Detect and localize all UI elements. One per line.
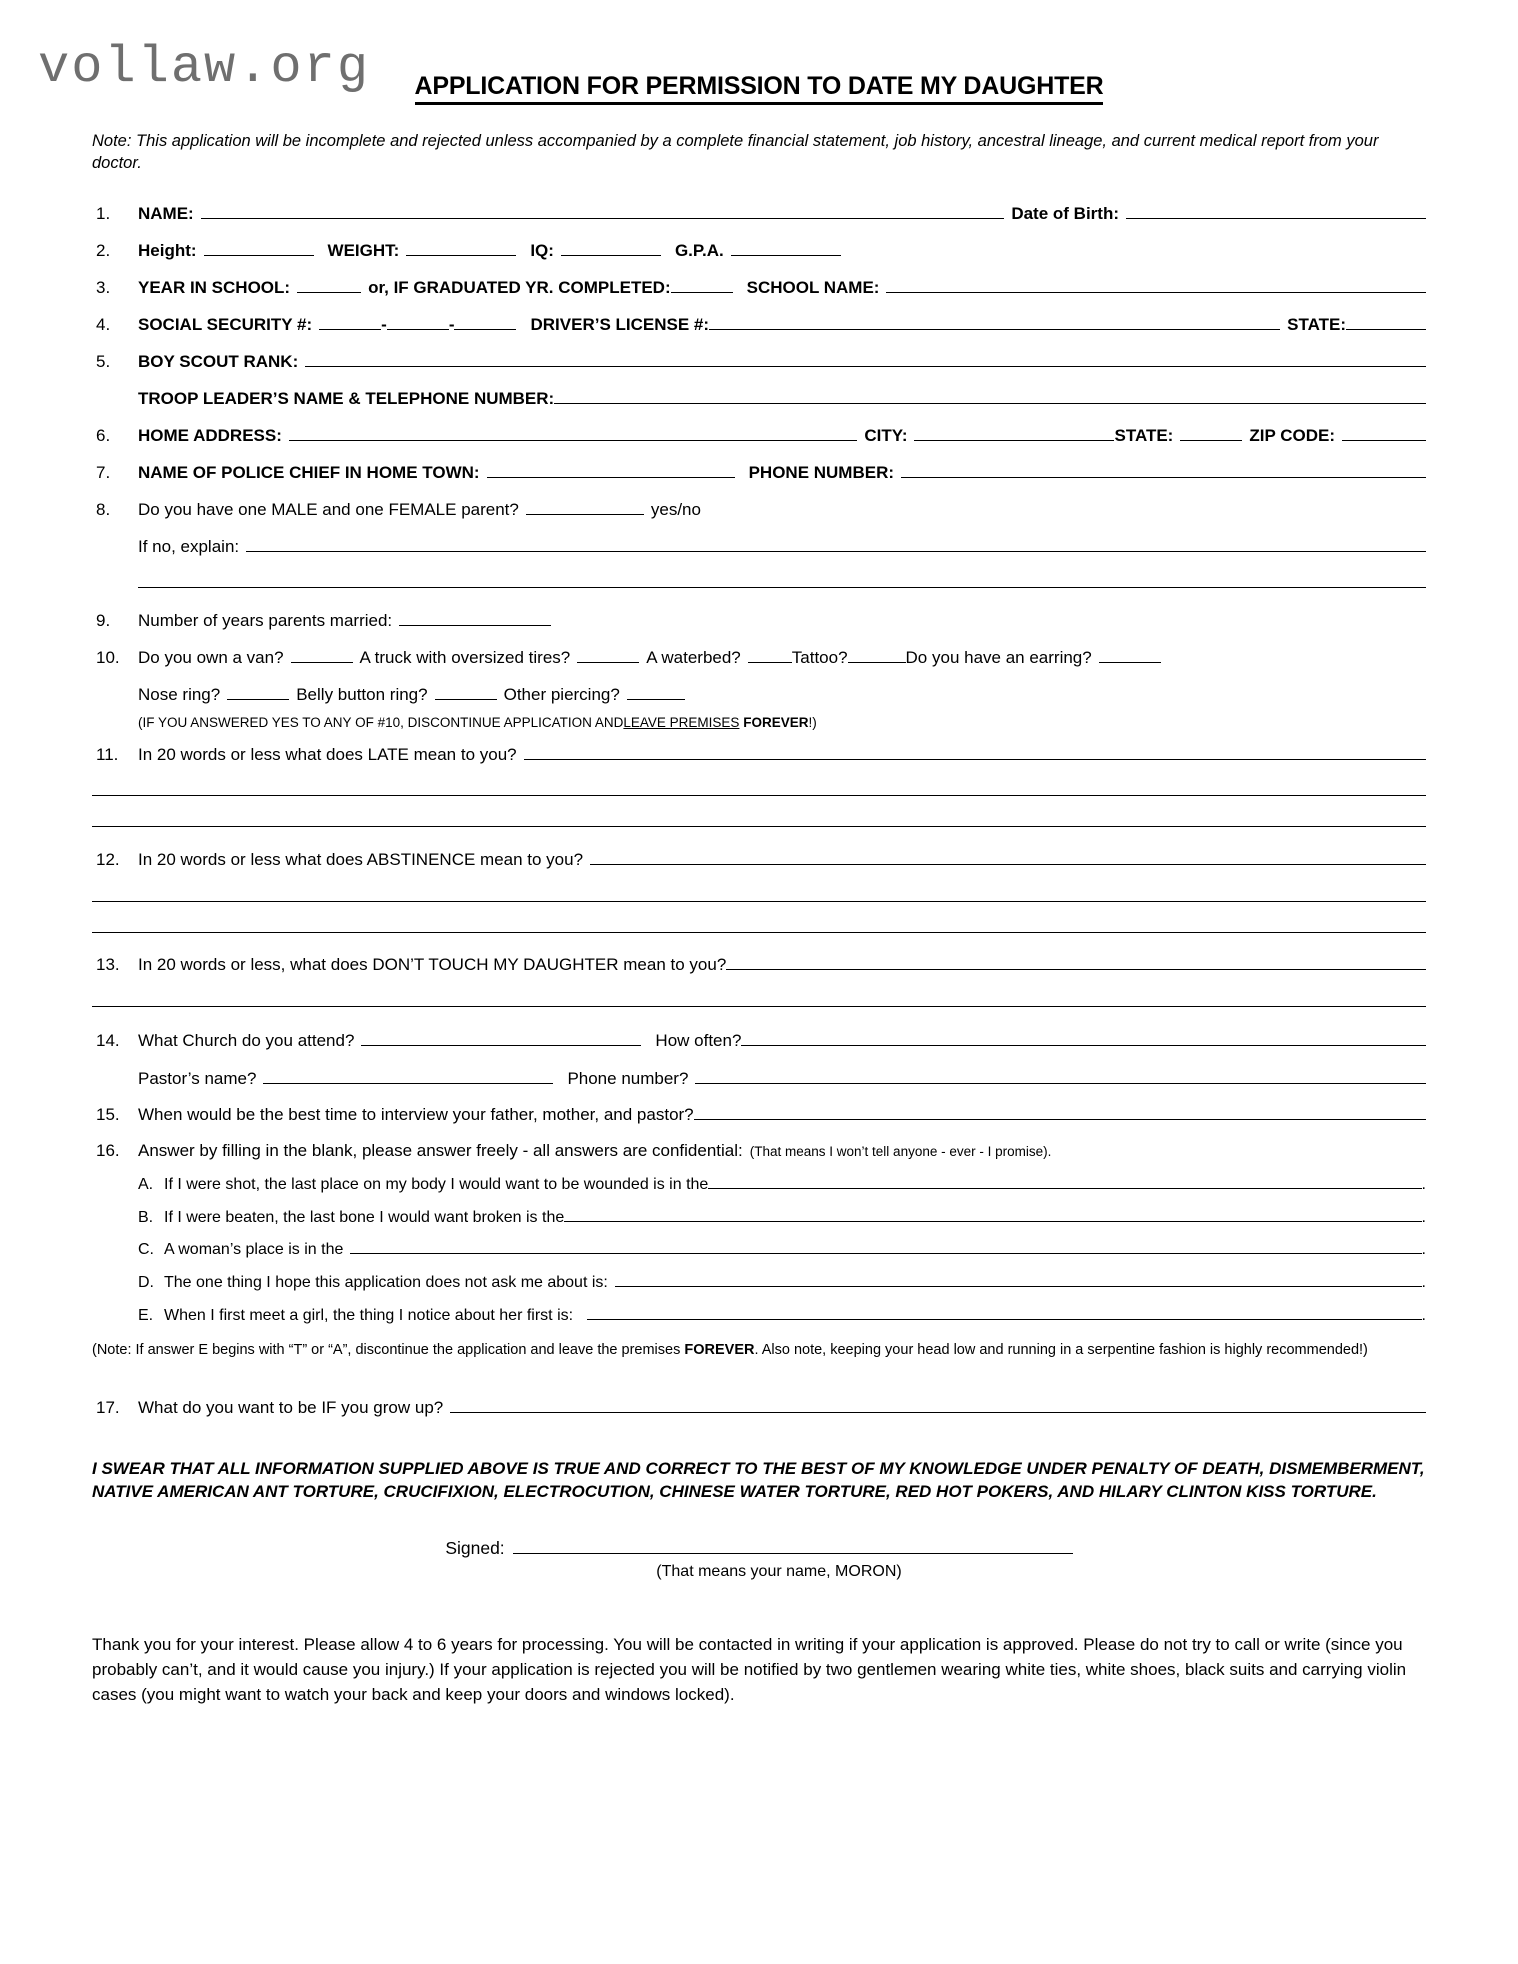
item-16-note-forever: FOREVER: [684, 1341, 755, 1358]
form-row-3: [92, 275, 1426, 298]
ssn-label: SOCIAL SECURITY #:: [138, 315, 313, 334]
dob-input[interactable]: [1126, 201, 1426, 219]
dont-touch-answer-line2[interactable]: [92, 1006, 1426, 1007]
waterbed-input[interactable]: [748, 645, 792, 663]
item-16-d-input[interactable]: [615, 1270, 1422, 1287]
form-row-6: [92, 423, 1426, 446]
form-row-7: [92, 460, 1426, 483]
late-answer-line2[interactable]: [92, 795, 1426, 796]
item-16-d-letter: D.: [138, 1274, 154, 1292]
if-no-explain-input-line2[interactable]: [138, 587, 1426, 588]
item-16-d-text: The one thing I hope this application does not ask me about is:: [164, 1274, 608, 1292]
item-16-c-letter: C.: [138, 1241, 154, 1259]
form-row-8-explain: [138, 534, 1426, 557]
pastor-phone-input[interactable]: [695, 1066, 1426, 1084]
license-state-label: STATE:: [1287, 315, 1346, 334]
police-chief-label: NAME OF POLICE CHIEF IN HOME TOWN:: [138, 463, 480, 483]
item-10-note-end: !): [808, 715, 817, 731]
item-16-b-letter: B.: [138, 1208, 154, 1226]
signed-label: Signed:: [445, 1538, 505, 1559]
item-16-c-period: .: [1421, 1241, 1426, 1259]
interview-time-input[interactable]: [694, 1103, 1426, 1121]
item-16-e: [138, 1303, 1426, 1325]
item-number-4: 4.: [96, 315, 111, 334]
troop-leader-label: TROOP LEADER’S NAME & TELEPHONE NUMBER:: [138, 389, 555, 409]
home-state-label: STATE:: [1114, 426, 1174, 446]
waterbed-label: A waterbed?: [646, 648, 741, 668]
item-number-12: 12.: [96, 850, 120, 870]
year-in-school-label: YEAR IN SCHOOL:: [138, 277, 291, 297]
pastor-name-label: Pastor’s name?: [138, 1068, 257, 1088]
belly-ring-label: Belly button ring?: [296, 685, 428, 705]
other-piercing-label: Other piercing?: [503, 685, 620, 705]
item-number-16: 16.: [96, 1140, 120, 1160]
item-number-3: 3.: [96, 277, 111, 297]
item-number-2: 2.: [96, 240, 111, 260]
form-row-2: [92, 238, 1426, 261]
parents-question-text: Do you have one MALE and one FEMALE parent?: [138, 500, 519, 520]
item-number-9: 9.: [96, 611, 111, 631]
form-row-5: [92, 349, 1426, 372]
dob-label: Date of Birth:: [1011, 203, 1119, 223]
item-16-d-period: .: [1421, 1274, 1426, 1292]
item-number-10: 10.: [96, 648, 120, 668]
abstinence-answer-input[interactable]: [590, 847, 1426, 865]
late-question-label: In 20 words or less what does LATE mean to you?: [138, 745, 517, 765]
item-number-5: 5.: [96, 352, 111, 372]
form-row-9: [92, 608, 1426, 631]
nose-ring-label: Nose ring?: [138, 685, 221, 705]
form-row-14: [92, 1029, 1426, 1052]
item-16-c-input[interactable]: [350, 1238, 1421, 1255]
ssn-part3-input[interactable]: [454, 312, 516, 330]
zip-code-input[interactable]: [1342, 423, 1426, 441]
item-16-a-input[interactable]: [708, 1172, 1421, 1189]
form-row-1: [92, 201, 1426, 224]
abstinence-answer-line3[interactable]: [92, 932, 1426, 933]
page-title-text: APPLICATION FOR PERMISSION TO DATE MY DAUGHTER: [415, 72, 1104, 105]
item-number-8: 8.: [96, 500, 111, 520]
signature-row: [92, 1538, 1426, 1560]
item-16-a: [138, 1172, 1426, 1194]
pastor-phone-label: Phone number?: [567, 1068, 689, 1088]
item-16-c: [138, 1238, 1426, 1260]
item-16-c-text: A woman’s place is in the: [164, 1241, 344, 1259]
weight-input[interactable]: [406, 238, 516, 256]
parents-yesno-label: yes/no: [650, 500, 701, 520]
item-16-b-text: If I were beaten, the last bone I would want broken is the: [164, 1208, 565, 1226]
drivers-license-label: DRIVER’S LICENSE #:: [530, 315, 710, 334]
item-number-13: 13.: [96, 955, 120, 975]
police-phone-input[interactable]: [901, 460, 1426, 478]
weight-label: WEIGHT:: [327, 240, 400, 260]
ssn-part1-input[interactable]: [319, 312, 381, 330]
item-16-a-period: .: [1421, 1175, 1426, 1193]
height-label: Height:: [138, 240, 197, 260]
item-16-d: [138, 1270, 1426, 1292]
license-state-input[interactable]: [1346, 312, 1426, 330]
item-number-1: 1.: [96, 203, 111, 223]
tattoo-input[interactable]: [848, 645, 906, 663]
earring-input[interactable]: [1099, 645, 1161, 663]
zip-code-label: ZIP CODE:: [1249, 426, 1335, 446]
years-married-label: Number of years parents married:: [138, 611, 393, 631]
form-row-4: [92, 312, 1426, 335]
graduated-year-label: or, IF GRADUATED YR. COMPLETED:: [368, 277, 671, 297]
home-state-input[interactable]: [1180, 423, 1242, 441]
truck-label: A truck with oversized tires?: [359, 648, 571, 668]
form-row-13: [92, 953, 1426, 976]
school-name-input[interactable]: [886, 275, 1426, 293]
item-16-e-input[interactable]: [587, 1303, 1421, 1320]
abstinence-question-label: In 20 words or less what does ABSTINENCE mean to you?: [138, 850, 584, 870]
boy-scout-rank-label: BOY SCOUT RANK:: [138, 352, 299, 372]
ssn-dash-2: -: [448, 315, 455, 334]
earring-label: Do you have an earring?: [905, 648, 1092, 668]
item-10-warning-note: [138, 715, 1426, 730]
school-name-label: SCHOOL NAME:: [746, 277, 880, 297]
item-10-note-forever: FOREVER: [743, 715, 809, 731]
item-16-warning-note: [92, 1339, 1426, 1361]
own-van-label: Do you own a van?: [138, 648, 284, 668]
closing-paragraph: Thank you for your interest. Please allow 4 to 6 years for processing. You will be contacted in writing if your application is approved. Please do not try to call or write (since you probably can’t, and it would cause you injury.) If your application is rejected you will be notified by two gentlemen wearing white ties, white shoes, black suits and carrying violin cases (you might want to watch your back and keep your doors and windows locked).: [92, 1635, 1407, 1704]
form-row-10: [92, 645, 1426, 668]
graduated-year-input[interactable]: [671, 275, 733, 293]
ssn-dash-1: -: [381, 315, 387, 334]
years-married-input[interactable]: [399, 608, 551, 626]
tattoo-label: Tattoo?: [791, 648, 848, 668]
late-answer-line3[interactable]: [92, 826, 1426, 827]
height-input[interactable]: [204, 238, 314, 256]
item-number-17: 17.: [96, 1398, 120, 1418]
dont-touch-question-label: In 20 words or less, what does DON’T TOUCH MY DAUGHTER mean to you?: [138, 955, 727, 975]
item-16-sublist: [138, 1172, 1426, 1325]
police-phone-label: PHONE NUMBER:: [748, 463, 895, 483]
form-row-14-pastor: [138, 1066, 1426, 1089]
item-number-6: 6.: [96, 426, 111, 446]
boy-scout-rank-input[interactable]: [305, 349, 1426, 367]
police-chief-input[interactable]: [487, 460, 735, 478]
belly-ring-input[interactable]: [435, 683, 497, 701]
church-input[interactable]: [361, 1029, 641, 1047]
troop-leader-input[interactable]: [554, 386, 1426, 404]
form-row-8: [92, 497, 1426, 520]
city-input[interactable]: [914, 423, 1114, 441]
form-row-15: [92, 1103, 1426, 1126]
item-16-b: [138, 1205, 1426, 1227]
dont-touch-answer-input[interactable]: [726, 953, 1426, 971]
late-answer-input[interactable]: [524, 742, 1426, 760]
grow-up-label: What do you want to be IF you grow up?: [138, 1398, 444, 1418]
abstinence-answer-line2[interactable]: [92, 901, 1426, 902]
sworn-statement: I SWEAR THAT ALL INFORMATION SUPPLIED ABOVE IS TRUE AND CORRECT TO THE BEST OF MY KNOWLEDGE UNDER PENALTY OF DEATH, DISMEMBERMENT, NATIVE AMERICAN ANT TORTURE, CRUCIFIXION, ELECTROCUTION, CHINESE WATER TORTURE, RED HOT POKERS, AND HILARY CLINTON KISS TORTURE.: [92, 1459, 1425, 1502]
item-16-a-letter: A.: [138, 1175, 154, 1193]
how-often-input[interactable]: [741, 1029, 1426, 1047]
gpa-label: G.P.A.: [674, 240, 724, 260]
own-van-input[interactable]: [291, 645, 353, 663]
item-10-note-underline: LEAVE PREMISES: [623, 715, 740, 731]
iq-input[interactable]: [561, 238, 661, 256]
item-16-e-period: .: [1421, 1306, 1426, 1324]
if-no-explain-label: If no, explain:: [138, 537, 240, 557]
item-number-15: 15.: [96, 1105, 120, 1125]
item-16-b-input[interactable]: [564, 1205, 1421, 1222]
item-number-7: 7.: [96, 463, 111, 483]
item-number-14: 14.: [96, 1031, 120, 1051]
site-watermark: vollaw.org: [38, 38, 371, 97]
item-16-note-post: . Also note, keeping your head low and running in a serpentine fashion is highly recommended!): [754, 1341, 1368, 1358]
name-input[interactable]: [201, 201, 1005, 219]
form-row-5-troop: [138, 386, 1426, 409]
if-no-explain-input[interactable]: [246, 534, 1426, 552]
fill-blank-intro-paren: (That means I won’t tell anyone - ever - I promise).: [749, 1143, 1052, 1159]
name-label: NAME:: [138, 203, 194, 223]
item-10-note-start: (IF YOU ANSWERED YES TO ANY OF #10, DISCONTINUE APPLICATION AND: [138, 715, 624, 731]
grow-up-input[interactable]: [450, 1395, 1426, 1413]
truck-input[interactable]: [577, 645, 639, 663]
form-row-10-piercings: [138, 683, 1426, 706]
signature-input[interactable]: [513, 1538, 1073, 1555]
other-piercing-input[interactable]: [627, 683, 685, 701]
iq-label: IQ:: [530, 240, 554, 260]
home-address-label: HOME ADDRESS:: [138, 426, 282, 446]
drivers-license-input[interactable]: [709, 312, 1280, 330]
form-row-11: [92, 742, 1426, 765]
pastor-name-input[interactable]: [263, 1066, 553, 1084]
item-number-11: 11.: [96, 745, 119, 765]
signature-hint: (That means your name, MORON): [656, 1563, 902, 1581]
how-often-label: How often?: [655, 1031, 742, 1051]
ssn-part2-input[interactable]: [387, 312, 449, 330]
item-16-e-letter: E.: [138, 1306, 154, 1324]
nose-ring-input[interactable]: [227, 683, 289, 701]
home-address-input[interactable]: [289, 423, 857, 441]
intro-note: Note: This application will be incomplete and rejected unless accompanied by a complete financial statement, job history, ancestral lineage, and current medical report from your doctor.: [92, 132, 1379, 172]
church-label: What Church do you attend?: [138, 1031, 355, 1051]
year-in-school-input[interactable]: [297, 275, 361, 293]
item-16-b-period: .: [1421, 1208, 1426, 1226]
item-16-note-pre: (Note: If answer E begins with “T” or “A”, discontinue the application and leave the premises: [92, 1341, 685, 1358]
gpa-input[interactable]: [731, 238, 841, 256]
item-16-e-text: When I first meet a girl, the thing I notice about her first is:: [164, 1306, 574, 1324]
item-16-a-text: If I were shot, the last place on my body I would want to be wounded is in the: [164, 1175, 709, 1193]
interview-time-label: When would be the best time to interview your father, mother, and pastor?: [138, 1105, 694, 1125]
parents-question-input[interactable]: [526, 497, 644, 515]
city-label: CITY:: [864, 426, 908, 446]
form-row-17: [92, 1395, 1426, 1418]
form-row-12: [92, 847, 1426, 870]
form-row-16: [92, 1140, 1426, 1161]
fill-blank-intro-label: Answer by filling in the blank, please answer freely - all answers are confidential:: [138, 1140, 743, 1160]
